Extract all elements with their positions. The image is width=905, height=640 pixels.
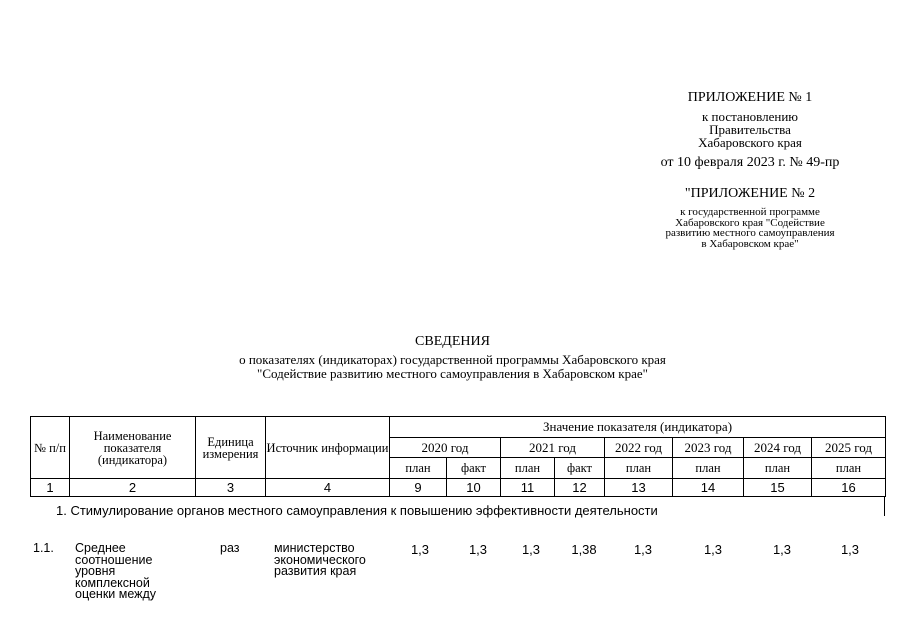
header-year: 2021 год — [501, 438, 605, 458]
section-border — [884, 497, 885, 516]
annex-title: ПРИЛОЖЕНИЕ № 1 — [687, 90, 813, 105]
header-values: Значение показателя (индикатора) — [390, 417, 886, 438]
column-number: 2 — [70, 479, 196, 497]
appendix2-sub-line: развитию местного самоуправления — [665, 227, 835, 239]
row-source-line: экономического — [274, 552, 366, 567]
row-value: 1,38 — [571, 542, 597, 557]
appendix2-sub-line: к государственной программе — [680, 206, 820, 218]
column-number: 15 — [744, 479, 812, 497]
header-source: Источник информации — [266, 417, 390, 479]
header-year: 2023 год — [673, 438, 744, 458]
header-year: 2024 год — [744, 438, 812, 458]
row-name-line: уровня — [75, 564, 116, 578]
header-year: 2020 год — [390, 438, 501, 458]
column-number: 9 — [390, 479, 447, 497]
annex-subtitle — [650, 110, 850, 149]
appendix2-sub-line: Хабаровского края "Содействие — [675, 216, 825, 229]
column-number: 13 — [605, 479, 673, 497]
row-value: 1,3 — [633, 542, 653, 557]
row-value: 1,3 — [410, 542, 430, 557]
header-sub-label: план — [673, 458, 744, 479]
document-subtitle-line: "Содействие развитию местного самоуправления в Хабаровском крае" — [257, 365, 648, 381]
row-unit: раз — [220, 541, 240, 555]
header-sub-label: факт — [555, 458, 605, 479]
row-source-line: министерство — [274, 541, 355, 555]
document-subtitle-line: о показателях (индикаторах) государственной программы Хабаровского края — [239, 352, 666, 367]
column-number: 3 — [196, 479, 266, 497]
appendix2-title: "ПРИЛОЖЕНИЕ № 2 — [684, 186, 816, 201]
indicators-table — [30, 416, 886, 497]
header-sub-label: план — [812, 458, 886, 479]
row-value: 1,3 — [840, 542, 860, 557]
document-title: СВЕДЕНИЯ — [415, 334, 490, 349]
column-number: 4 — [266, 479, 390, 497]
column-number: 1 — [31, 479, 70, 497]
appendix2-subtitle — [640, 207, 860, 249]
document-subtitle — [0, 353, 905, 380]
row-source — [274, 543, 394, 578]
row-number: 1.1. — [33, 541, 54, 555]
row-value: 1,3 — [521, 542, 541, 557]
row-indicator-name — [75, 543, 195, 601]
header-sub-label: план — [390, 458, 447, 479]
header-year: 2025 год — [812, 438, 886, 458]
column-number: 10 — [447, 479, 501, 497]
row-name-line: комплексной — [75, 575, 150, 590]
annex-sub-line: Правительства — [709, 122, 791, 137]
header-sub-label: план — [605, 458, 673, 479]
row-name-line: Среднее — [75, 541, 126, 555]
section-title: 1. Стимулирование органов местного самоуправления к повышению эффективности деятельности — [56, 503, 658, 518]
annex-sub-line: к постановлению — [701, 109, 799, 124]
annex-date: от 10 февраля 2023 г. № 49-пр — [660, 155, 840, 170]
header-sub-label: план — [501, 458, 555, 479]
column-number: 11 — [501, 479, 555, 497]
appendix2-sub-line: в Хабаровском крае" — [701, 237, 799, 250]
column-number: 12 — [555, 479, 605, 497]
annex-sub-line: Хабаровского края — [698, 135, 802, 150]
header-no: № п/п — [31, 417, 70, 479]
row-name-line: оценки между — [75, 587, 157, 601]
header-sub-label: факт — [447, 458, 501, 479]
row-value: 1,3 — [468, 542, 488, 557]
header-sub-label: план — [744, 458, 812, 479]
header-year: 2022 год — [605, 438, 673, 458]
header-name: Наименование показателя (индикатора) — [70, 417, 196, 479]
row-source-line: развития края — [274, 564, 357, 578]
header-unit: Единица измерения — [196, 417, 266, 479]
column-number: 16 — [812, 479, 886, 497]
row-value: 1,3 — [772, 542, 792, 557]
column-number: 14 — [673, 479, 744, 497]
row-name-line: соотношение — [75, 552, 153, 567]
row-value: 1,3 — [703, 542, 723, 557]
